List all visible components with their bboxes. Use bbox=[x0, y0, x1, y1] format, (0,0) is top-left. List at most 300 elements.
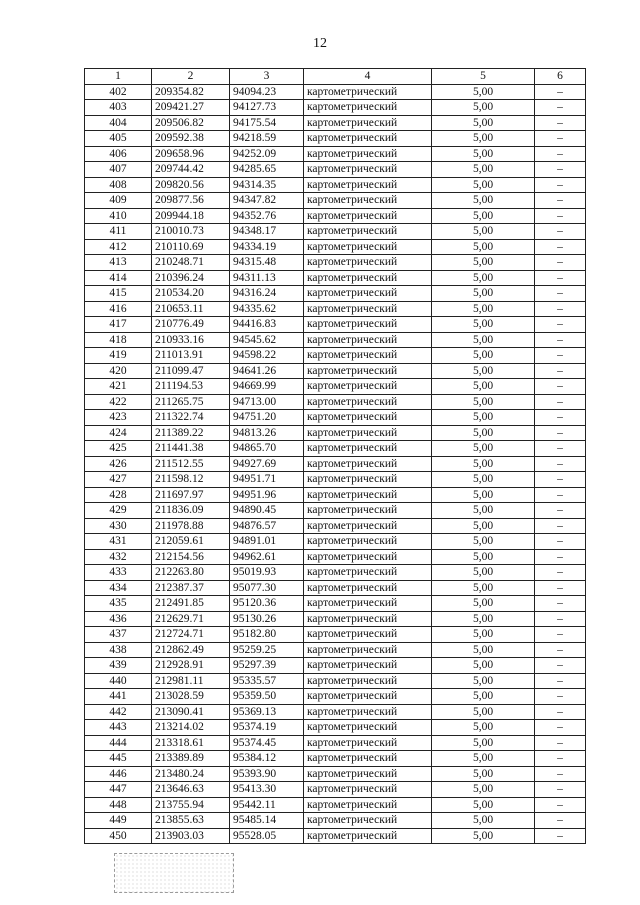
column-header: 6 bbox=[535, 69, 586, 85]
point-number-cell: 418 bbox=[85, 332, 152, 348]
y-coordinate-cell: 94252.09 bbox=[230, 146, 304, 162]
y-coordinate-cell: 95077.30 bbox=[230, 580, 304, 596]
note-cell: – bbox=[535, 441, 586, 457]
y-coordinate-cell: 94865.70 bbox=[230, 441, 304, 457]
y-coordinate-cell: 95259.25 bbox=[230, 642, 304, 658]
point-number-cell: 448 bbox=[85, 797, 152, 813]
table-row bbox=[85, 487, 586, 503]
table-row bbox=[85, 441, 586, 457]
table-row bbox=[85, 348, 586, 364]
table-row bbox=[85, 394, 586, 410]
accuracy-cell: 5,00 bbox=[432, 782, 535, 798]
y-coordinate-cell: 95528.05 bbox=[230, 828, 304, 844]
method-cell: картометрический bbox=[304, 596, 432, 612]
method-cell: картометрический bbox=[304, 425, 432, 441]
point-number-cell: 438 bbox=[85, 642, 152, 658]
x-coordinate-cell: 213903.03 bbox=[152, 828, 230, 844]
accuracy-cell: 5,00 bbox=[432, 286, 535, 302]
method-cell: картометрический bbox=[304, 270, 432, 286]
point-number-cell: 445 bbox=[85, 751, 152, 767]
accuracy-cell: 5,00 bbox=[432, 642, 535, 658]
accuracy-cell: 5,00 bbox=[432, 270, 535, 286]
note-cell: – bbox=[535, 627, 586, 643]
method-cell: картометрический bbox=[304, 813, 432, 829]
note-cell: – bbox=[535, 673, 586, 689]
y-coordinate-cell: 94598.22 bbox=[230, 348, 304, 364]
accuracy-cell: 5,00 bbox=[432, 766, 535, 782]
point-number-cell: 444 bbox=[85, 735, 152, 751]
y-coordinate-cell: 95374.19 bbox=[230, 720, 304, 736]
accuracy-cell: 5,00 bbox=[432, 441, 535, 457]
point-number-cell: 440 bbox=[85, 673, 152, 689]
table-row bbox=[85, 813, 586, 829]
point-number-cell: 449 bbox=[85, 813, 152, 829]
accuracy-cell: 5,00 bbox=[432, 720, 535, 736]
y-coordinate-cell: 95384.12 bbox=[230, 751, 304, 767]
point-number-cell: 416 bbox=[85, 301, 152, 317]
y-coordinate-cell: 95442.11 bbox=[230, 797, 304, 813]
column-header: 1 bbox=[85, 69, 152, 85]
y-coordinate-cell: 94352.76 bbox=[230, 208, 304, 224]
point-number-cell: 428 bbox=[85, 487, 152, 503]
note-cell: – bbox=[535, 689, 586, 705]
y-coordinate-cell: 94669.99 bbox=[230, 379, 304, 395]
table-row bbox=[85, 549, 586, 565]
table-row bbox=[85, 596, 586, 612]
note-cell: – bbox=[535, 642, 586, 658]
note-cell: – bbox=[535, 410, 586, 426]
accuracy-cell: 5,00 bbox=[432, 580, 535, 596]
point-number-cell: 404 bbox=[85, 115, 152, 131]
point-number-cell: 409 bbox=[85, 193, 152, 209]
table-row bbox=[85, 224, 586, 240]
table-row bbox=[85, 425, 586, 441]
table-row bbox=[85, 565, 586, 581]
accuracy-cell: 5,00 bbox=[432, 115, 535, 131]
table-row bbox=[85, 611, 586, 627]
page-number: 12 bbox=[313, 36, 327, 51]
note-cell: – bbox=[535, 425, 586, 441]
method-cell: картометрический bbox=[304, 751, 432, 767]
method-cell: картометрический bbox=[304, 208, 432, 224]
x-coordinate-cell: 211322.74 bbox=[152, 410, 230, 426]
note-cell: – bbox=[535, 239, 586, 255]
point-number-cell: 411 bbox=[85, 224, 152, 240]
accuracy-cell: 5,00 bbox=[432, 751, 535, 767]
y-coordinate-cell: 94316.24 bbox=[230, 286, 304, 302]
method-cell: картометрический bbox=[304, 735, 432, 751]
x-coordinate-cell: 209877.56 bbox=[152, 193, 230, 209]
x-coordinate-cell: 212491.85 bbox=[152, 596, 230, 612]
method-cell: картометрический bbox=[304, 224, 432, 240]
note-cell: – bbox=[535, 704, 586, 720]
point-number-cell: 427 bbox=[85, 472, 152, 488]
x-coordinate-cell: 211441.38 bbox=[152, 441, 230, 457]
accuracy-cell: 5,00 bbox=[432, 84, 535, 100]
accuracy-cell: 5,00 bbox=[432, 704, 535, 720]
point-number-cell: 432 bbox=[85, 549, 152, 565]
point-number-cell: 431 bbox=[85, 534, 152, 550]
y-coordinate-cell: 95485.14 bbox=[230, 813, 304, 829]
table-row bbox=[85, 766, 586, 782]
y-coordinate-cell: 94713.00 bbox=[230, 394, 304, 410]
method-cell: картометрический bbox=[304, 100, 432, 116]
point-number-cell: 408 bbox=[85, 177, 152, 193]
x-coordinate-cell: 210396.24 bbox=[152, 270, 230, 286]
point-number-cell: 420 bbox=[85, 363, 152, 379]
note-cell: – bbox=[535, 751, 586, 767]
x-coordinate-cell: 213646.63 bbox=[152, 782, 230, 798]
accuracy-cell: 5,00 bbox=[432, 100, 535, 116]
x-coordinate-cell: 212629.71 bbox=[152, 611, 230, 627]
method-cell: картометрический bbox=[304, 673, 432, 689]
note-cell: – bbox=[535, 84, 586, 100]
x-coordinate-cell: 213028.59 bbox=[152, 689, 230, 705]
y-coordinate-cell: 94314.35 bbox=[230, 177, 304, 193]
note-cell: – bbox=[535, 193, 586, 209]
point-number-cell: 403 bbox=[85, 100, 152, 116]
y-coordinate-cell: 94641.26 bbox=[230, 363, 304, 379]
point-number-cell: 441 bbox=[85, 689, 152, 705]
y-coordinate-cell: 94927.69 bbox=[230, 456, 304, 472]
table-row bbox=[85, 270, 586, 286]
table-row bbox=[85, 797, 586, 813]
column-header: 2 bbox=[152, 69, 230, 85]
table-row bbox=[85, 673, 586, 689]
method-cell: картометрический bbox=[304, 84, 432, 100]
x-coordinate-cell: 209744.42 bbox=[152, 162, 230, 178]
table-row bbox=[85, 100, 586, 116]
table-row bbox=[85, 735, 586, 751]
accuracy-cell: 5,00 bbox=[432, 673, 535, 689]
y-coordinate-cell: 94891.01 bbox=[230, 534, 304, 550]
table-header-row bbox=[85, 69, 586, 85]
accuracy-cell: 5,00 bbox=[432, 379, 535, 395]
accuracy-cell: 5,00 bbox=[432, 456, 535, 472]
note-cell: – bbox=[535, 534, 586, 550]
method-cell: картометрический bbox=[304, 162, 432, 178]
point-number-cell: 407 bbox=[85, 162, 152, 178]
point-number-cell: 437 bbox=[85, 627, 152, 643]
method-cell: картометрический bbox=[304, 193, 432, 209]
note-cell: – bbox=[535, 348, 586, 364]
accuracy-cell: 5,00 bbox=[432, 689, 535, 705]
table-row bbox=[85, 208, 586, 224]
method-cell: картометрический bbox=[304, 332, 432, 348]
table-row bbox=[85, 286, 586, 302]
x-coordinate-cell: 212928.91 bbox=[152, 658, 230, 674]
note-cell: – bbox=[535, 456, 586, 472]
accuracy-cell: 5,00 bbox=[432, 828, 535, 844]
table-row bbox=[85, 317, 586, 333]
point-number-cell: 410 bbox=[85, 208, 152, 224]
x-coordinate-cell: 212263.80 bbox=[152, 565, 230, 581]
method-cell: картометрический bbox=[304, 301, 432, 317]
note-cell: – bbox=[535, 100, 586, 116]
accuracy-cell: 5,00 bbox=[432, 503, 535, 519]
accuracy-cell: 5,00 bbox=[432, 224, 535, 240]
accuracy-cell: 5,00 bbox=[432, 487, 535, 503]
note-cell: – bbox=[535, 301, 586, 317]
point-number-cell: 435 bbox=[85, 596, 152, 612]
method-cell: картометрический bbox=[304, 255, 432, 271]
y-coordinate-cell: 94311.13 bbox=[230, 270, 304, 286]
accuracy-cell: 5,00 bbox=[432, 813, 535, 829]
accuracy-cell: 5,00 bbox=[432, 735, 535, 751]
method-cell: картометрический bbox=[304, 472, 432, 488]
note-cell: – bbox=[535, 611, 586, 627]
note-cell: – bbox=[535, 208, 586, 224]
accuracy-cell: 5,00 bbox=[432, 301, 535, 317]
note-cell: – bbox=[535, 286, 586, 302]
method-cell: картометрический bbox=[304, 565, 432, 581]
note-cell: – bbox=[535, 162, 586, 178]
note-cell: – bbox=[535, 720, 586, 736]
accuracy-cell: 5,00 bbox=[432, 425, 535, 441]
x-coordinate-cell: 213214.02 bbox=[152, 720, 230, 736]
note-cell: – bbox=[535, 658, 586, 674]
y-coordinate-cell: 95297.39 bbox=[230, 658, 304, 674]
x-coordinate-cell: 211013.91 bbox=[152, 348, 230, 364]
y-coordinate-cell: 95130.26 bbox=[230, 611, 304, 627]
method-cell: картометрический bbox=[304, 379, 432, 395]
note-cell: – bbox=[535, 518, 586, 534]
x-coordinate-cell: 212981.11 bbox=[152, 673, 230, 689]
table-row bbox=[85, 363, 586, 379]
accuracy-cell: 5,00 bbox=[432, 611, 535, 627]
y-coordinate-cell: 94890.45 bbox=[230, 503, 304, 519]
table-row bbox=[85, 177, 586, 193]
accuracy-cell: 5,00 bbox=[432, 518, 535, 534]
table-row bbox=[85, 255, 586, 271]
table-row bbox=[85, 193, 586, 209]
method-cell: картометрический bbox=[304, 549, 432, 565]
point-number-cell: 434 bbox=[85, 580, 152, 596]
point-number-cell: 447 bbox=[85, 782, 152, 798]
x-coordinate-cell: 211598.12 bbox=[152, 472, 230, 488]
table-row bbox=[85, 658, 586, 674]
y-coordinate-cell: 95335.57 bbox=[230, 673, 304, 689]
table-row bbox=[85, 782, 586, 798]
table-row bbox=[85, 751, 586, 767]
accuracy-cell: 5,00 bbox=[432, 394, 535, 410]
y-coordinate-cell: 95369.13 bbox=[230, 704, 304, 720]
note-cell: – bbox=[535, 255, 586, 271]
point-number-cell: 405 bbox=[85, 131, 152, 147]
accuracy-cell: 5,00 bbox=[432, 658, 535, 674]
method-cell: картометрический bbox=[304, 177, 432, 193]
x-coordinate-cell: 210248.71 bbox=[152, 255, 230, 271]
method-cell: картометрический bbox=[304, 704, 432, 720]
table-row bbox=[85, 379, 586, 395]
note-cell: – bbox=[535, 177, 586, 193]
column-header: 4 bbox=[304, 69, 432, 85]
y-coordinate-cell: 94348.17 bbox=[230, 224, 304, 240]
y-coordinate-cell: 94951.71 bbox=[230, 472, 304, 488]
table-row bbox=[85, 534, 586, 550]
column-header: 3 bbox=[230, 69, 304, 85]
x-coordinate-cell: 212059.61 bbox=[152, 534, 230, 550]
accuracy-cell: 5,00 bbox=[432, 596, 535, 612]
note-cell: – bbox=[535, 115, 586, 131]
y-coordinate-cell: 95413.30 bbox=[230, 782, 304, 798]
table-row bbox=[85, 627, 586, 643]
x-coordinate-cell: 209506.82 bbox=[152, 115, 230, 131]
x-coordinate-cell: 210776.49 bbox=[152, 317, 230, 333]
method-cell: картометрический bbox=[304, 410, 432, 426]
table-row bbox=[85, 84, 586, 100]
x-coordinate-cell: 211512.55 bbox=[152, 456, 230, 472]
method-cell: картометрический bbox=[304, 239, 432, 255]
point-number-cell: 425 bbox=[85, 441, 152, 457]
table-row bbox=[85, 456, 586, 472]
x-coordinate-cell: 209592.38 bbox=[152, 131, 230, 147]
accuracy-cell: 5,00 bbox=[432, 208, 535, 224]
x-coordinate-cell: 213318.61 bbox=[152, 735, 230, 751]
note-cell: – bbox=[535, 379, 586, 395]
accuracy-cell: 5,00 bbox=[432, 177, 535, 193]
y-coordinate-cell: 95393.90 bbox=[230, 766, 304, 782]
table-row bbox=[85, 828, 586, 844]
point-number-cell: 414 bbox=[85, 270, 152, 286]
x-coordinate-cell: 209354.82 bbox=[152, 84, 230, 100]
table-row bbox=[85, 720, 586, 736]
method-cell: картометрический bbox=[304, 441, 432, 457]
accuracy-cell: 5,00 bbox=[432, 797, 535, 813]
accuracy-cell: 5,00 bbox=[432, 239, 535, 255]
note-cell: – bbox=[535, 146, 586, 162]
note-cell: – bbox=[535, 472, 586, 488]
x-coordinate-cell: 213855.63 bbox=[152, 813, 230, 829]
method-cell: картометрический bbox=[304, 658, 432, 674]
note-cell: – bbox=[535, 270, 586, 286]
y-coordinate-cell: 94285.65 bbox=[230, 162, 304, 178]
point-number-cell: 423 bbox=[85, 410, 152, 426]
accuracy-cell: 5,00 bbox=[432, 363, 535, 379]
note-cell: – bbox=[535, 828, 586, 844]
note-cell: – bbox=[535, 131, 586, 147]
table-row bbox=[85, 704, 586, 720]
point-number-cell: 421 bbox=[85, 379, 152, 395]
point-number-cell: 413 bbox=[85, 255, 152, 271]
table-row bbox=[85, 239, 586, 255]
y-coordinate-cell: 94416.83 bbox=[230, 317, 304, 333]
y-coordinate-cell: 94334.19 bbox=[230, 239, 304, 255]
accuracy-cell: 5,00 bbox=[432, 332, 535, 348]
table-row bbox=[85, 115, 586, 131]
accuracy-cell: 5,00 bbox=[432, 162, 535, 178]
y-coordinate-cell: 95120.36 bbox=[230, 596, 304, 612]
method-cell: картометрический bbox=[304, 146, 432, 162]
x-coordinate-cell: 212724.71 bbox=[152, 627, 230, 643]
accuracy-cell: 5,00 bbox=[432, 472, 535, 488]
x-coordinate-cell: 211389.22 bbox=[152, 425, 230, 441]
y-coordinate-cell: 94813.26 bbox=[230, 425, 304, 441]
x-coordinate-cell: 213090.41 bbox=[152, 704, 230, 720]
x-coordinate-cell: 210534.20 bbox=[152, 286, 230, 302]
point-number-cell: 430 bbox=[85, 518, 152, 534]
note-cell: – bbox=[535, 487, 586, 503]
y-coordinate-cell: 94751.20 bbox=[230, 410, 304, 426]
table-row bbox=[85, 131, 586, 147]
column-header: 5 bbox=[432, 69, 535, 85]
method-cell: картометрический bbox=[304, 782, 432, 798]
accuracy-cell: 5,00 bbox=[432, 255, 535, 271]
y-coordinate-cell: 95374.45 bbox=[230, 735, 304, 751]
note-cell: – bbox=[535, 394, 586, 410]
point-number-cell: 443 bbox=[85, 720, 152, 736]
method-cell: картометрический bbox=[304, 518, 432, 534]
point-number-cell: 429 bbox=[85, 503, 152, 519]
point-number-cell: 436 bbox=[85, 611, 152, 627]
method-cell: картометрический bbox=[304, 627, 432, 643]
note-cell: – bbox=[535, 332, 586, 348]
note-cell: – bbox=[535, 813, 586, 829]
y-coordinate-cell: 94962.61 bbox=[230, 549, 304, 565]
note-cell: – bbox=[535, 224, 586, 240]
x-coordinate-cell: 211836.09 bbox=[152, 503, 230, 519]
note-cell: – bbox=[535, 503, 586, 519]
y-coordinate-cell: 94545.62 bbox=[230, 332, 304, 348]
method-cell: картометрический bbox=[304, 348, 432, 364]
note-cell: – bbox=[535, 549, 586, 565]
note-cell: – bbox=[535, 797, 586, 813]
x-coordinate-cell: 213480.24 bbox=[152, 766, 230, 782]
table-row bbox=[85, 162, 586, 178]
note-cell: – bbox=[535, 766, 586, 782]
accuracy-cell: 5,00 bbox=[432, 627, 535, 643]
point-number-cell: 426 bbox=[85, 456, 152, 472]
method-cell: картометрический bbox=[304, 394, 432, 410]
accuracy-cell: 5,00 bbox=[432, 534, 535, 550]
accuracy-cell: 5,00 bbox=[432, 348, 535, 364]
method-cell: картометрический bbox=[304, 115, 432, 131]
accuracy-cell: 5,00 bbox=[432, 131, 535, 147]
note-cell: – bbox=[535, 317, 586, 333]
point-number-cell: 402 bbox=[85, 84, 152, 100]
method-cell: картометрический bbox=[304, 766, 432, 782]
table-row bbox=[85, 580, 586, 596]
y-coordinate-cell: 94876.57 bbox=[230, 518, 304, 534]
table-row bbox=[85, 518, 586, 534]
table-row bbox=[85, 146, 586, 162]
y-coordinate-cell: 94951.96 bbox=[230, 487, 304, 503]
method-cell: картометрический bbox=[304, 689, 432, 705]
y-coordinate-cell: 95182.80 bbox=[230, 627, 304, 643]
y-coordinate-cell: 94335.62 bbox=[230, 301, 304, 317]
x-coordinate-cell: 212154.56 bbox=[152, 549, 230, 565]
y-coordinate-cell: 95019.93 bbox=[230, 565, 304, 581]
table-row bbox=[85, 410, 586, 426]
accuracy-cell: 5,00 bbox=[432, 317, 535, 333]
table-row bbox=[85, 642, 586, 658]
x-coordinate-cell: 210010.73 bbox=[152, 224, 230, 240]
point-number-cell: 412 bbox=[85, 239, 152, 255]
table-row bbox=[85, 472, 586, 488]
table-row bbox=[85, 503, 586, 519]
x-coordinate-cell: 211099.47 bbox=[152, 363, 230, 379]
x-coordinate-cell: 210933.16 bbox=[152, 332, 230, 348]
accuracy-cell: 5,00 bbox=[432, 565, 535, 581]
y-coordinate-cell: 94218.59 bbox=[230, 131, 304, 147]
point-number-cell: 415 bbox=[85, 286, 152, 302]
table-row bbox=[85, 301, 586, 317]
x-coordinate-cell: 209944.18 bbox=[152, 208, 230, 224]
method-cell: картометрический bbox=[304, 642, 432, 658]
stamp-icon bbox=[114, 853, 234, 893]
accuracy-cell: 5,00 bbox=[432, 146, 535, 162]
point-number-cell: 433 bbox=[85, 565, 152, 581]
